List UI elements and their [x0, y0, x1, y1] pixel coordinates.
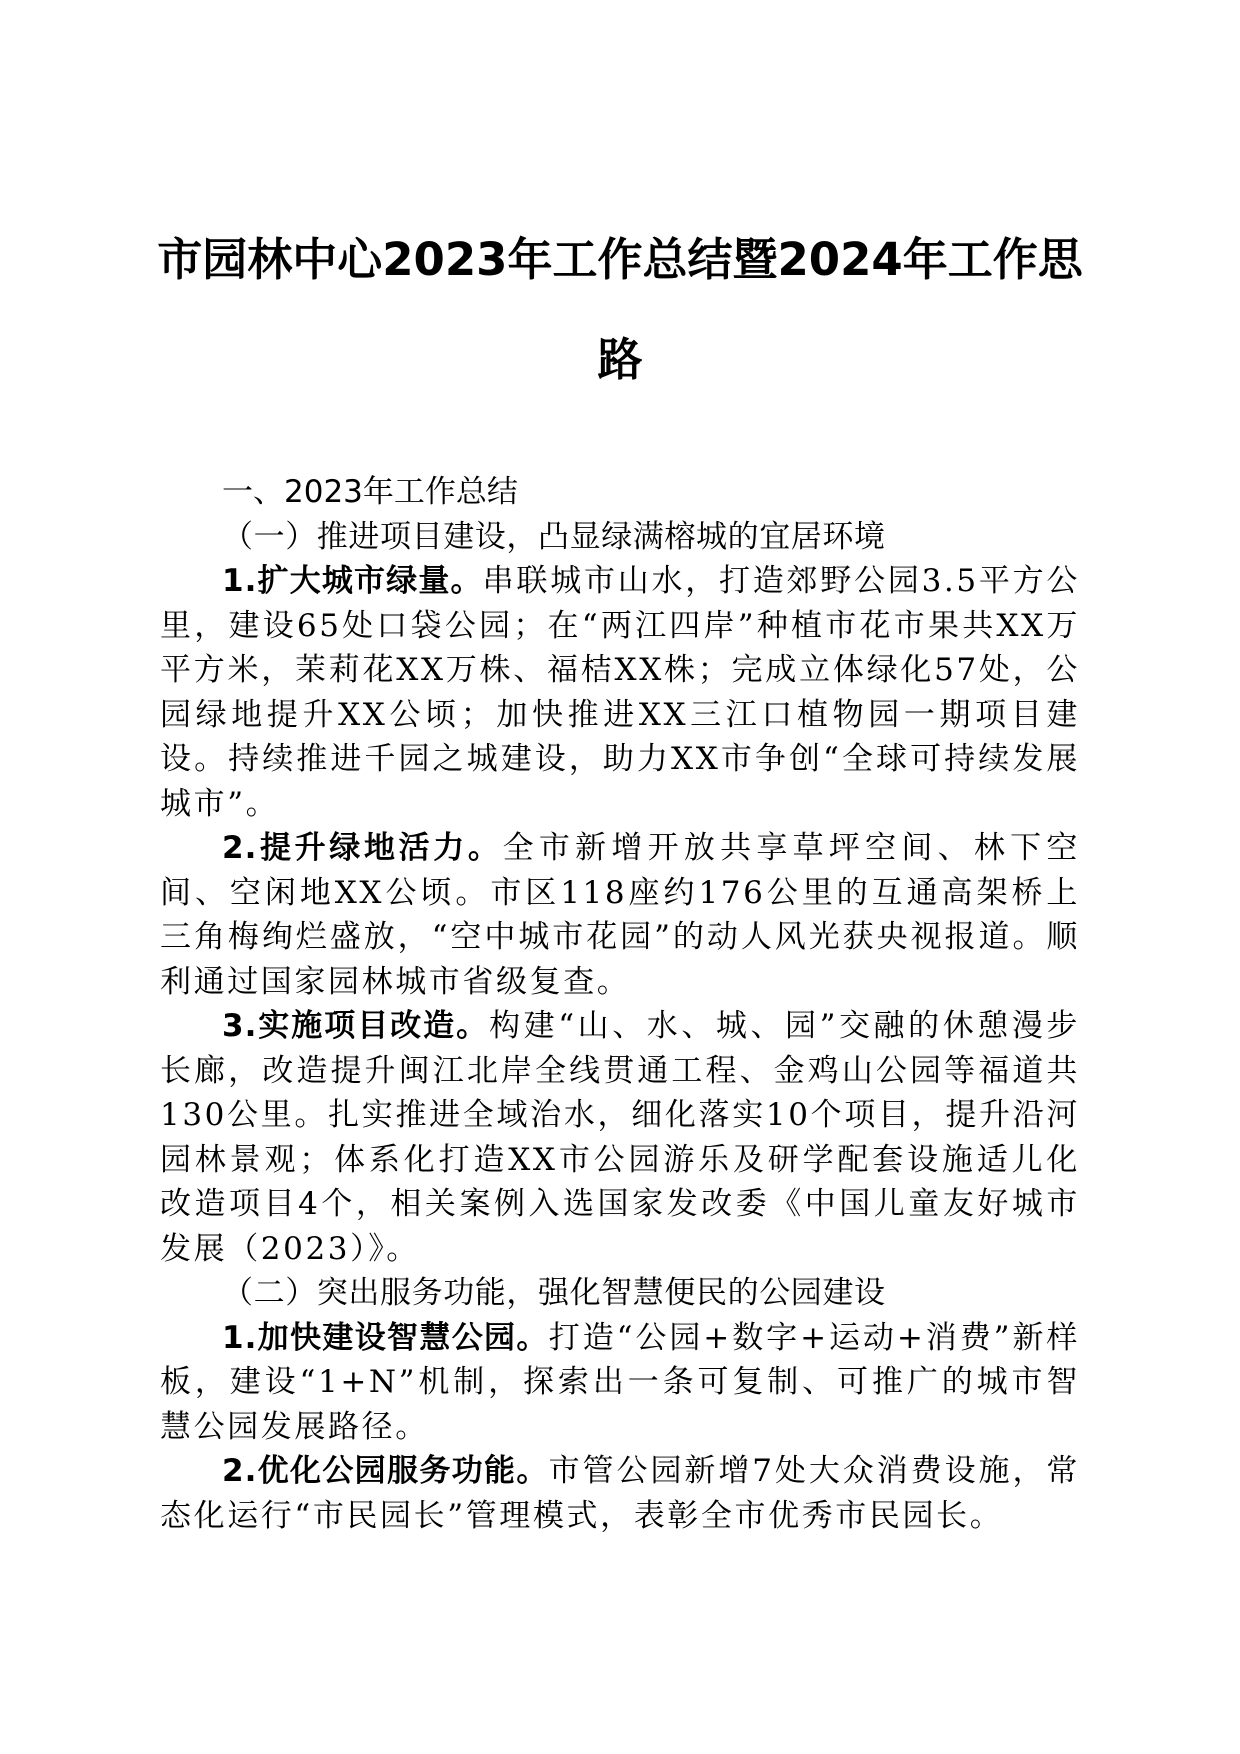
item-lead: 1.扩大城市绿量。 — [222, 563, 483, 599]
paragraph-item-2-2 — [160, 1449, 1080, 1538]
document-title-line-1: 市园林中心2023年工作总结暨2024年工作思 — [157, 233, 1083, 286]
document-body — [160, 470, 1080, 1538]
item-text: 构建“山、水、城、园”交融的休憩漫步长廊，改造提升闽江北岸全线贯通工程、金鸡山公园等福道共130公里。扎实推进全域治水，细化落实10个项目，提升沿河园林景观；体系化打造XX市公园游乐及研学配套设施适儿化改造项目4个，相关案例入选国家发改委《中国儿童友好城市发展（2023）》。 — [160, 1008, 1080, 1267]
paragraph-item-1-3 — [160, 1004, 1080, 1271]
subsection-heading-2: （二）突出服务功能，强化智慧便民的公园建设 — [222, 1275, 886, 1311]
item-text: 全市新增开放共享草坪空间、林下空间、空闲地XX公顷。市区118座约176公里的互通高架桥上三角梅绚烂盛放，“空中城市花园”的动人风光获央视报道。顺利通过国家园林城市省级复查。 — [160, 830, 1081, 1000]
paragraph-item-1-1 — [160, 559, 1080, 826]
document-title-line-2: 路 — [597, 333, 643, 386]
subsection-heading-1: （一）推进项目建设，凸显绿满榕城的宜居环境 — [222, 518, 886, 555]
item-text: 市管公园新增7处大众消费设施，常态化运行“市民园长”管理模式，表彰全市优秀市民园长。 — [160, 1453, 1080, 1534]
paragraph-item-2-1 — [160, 1316, 1080, 1450]
item-text: 串联城市山水，打造郊野公园3.5平方公里，建设65处口袋公园；在“两江四岸”种植市花市果共XX万平方米，茉莉花XX万株、福桔XX株；完成立体绿化57处，公园绿地提升XX公顷；加快推进XX三江口植物园一期项目建设。持续推进千园之城建设，助力XX市争创“全球可持续发展城市”。 — [160, 563, 1080, 822]
item-text: 打造“公园+数字+运动+消费”新样板，建设“1+N”机制，探索出一条可复制、可推广的城市智慧公园发展路径。 — [160, 1319, 1080, 1445]
item-lead: 2.优化公园服务功能。 — [222, 1453, 549, 1489]
item-lead: 1.加快建设智慧公园。 — [222, 1319, 549, 1356]
item-lead: 2.提升绿地活力。 — [222, 830, 503, 866]
item-lead: 3.实施项目改造。 — [222, 1008, 490, 1044]
section-heading-1: 一、2023年工作总结 — [222, 474, 518, 510]
paragraph-item-1-2 — [160, 826, 1080, 1004]
